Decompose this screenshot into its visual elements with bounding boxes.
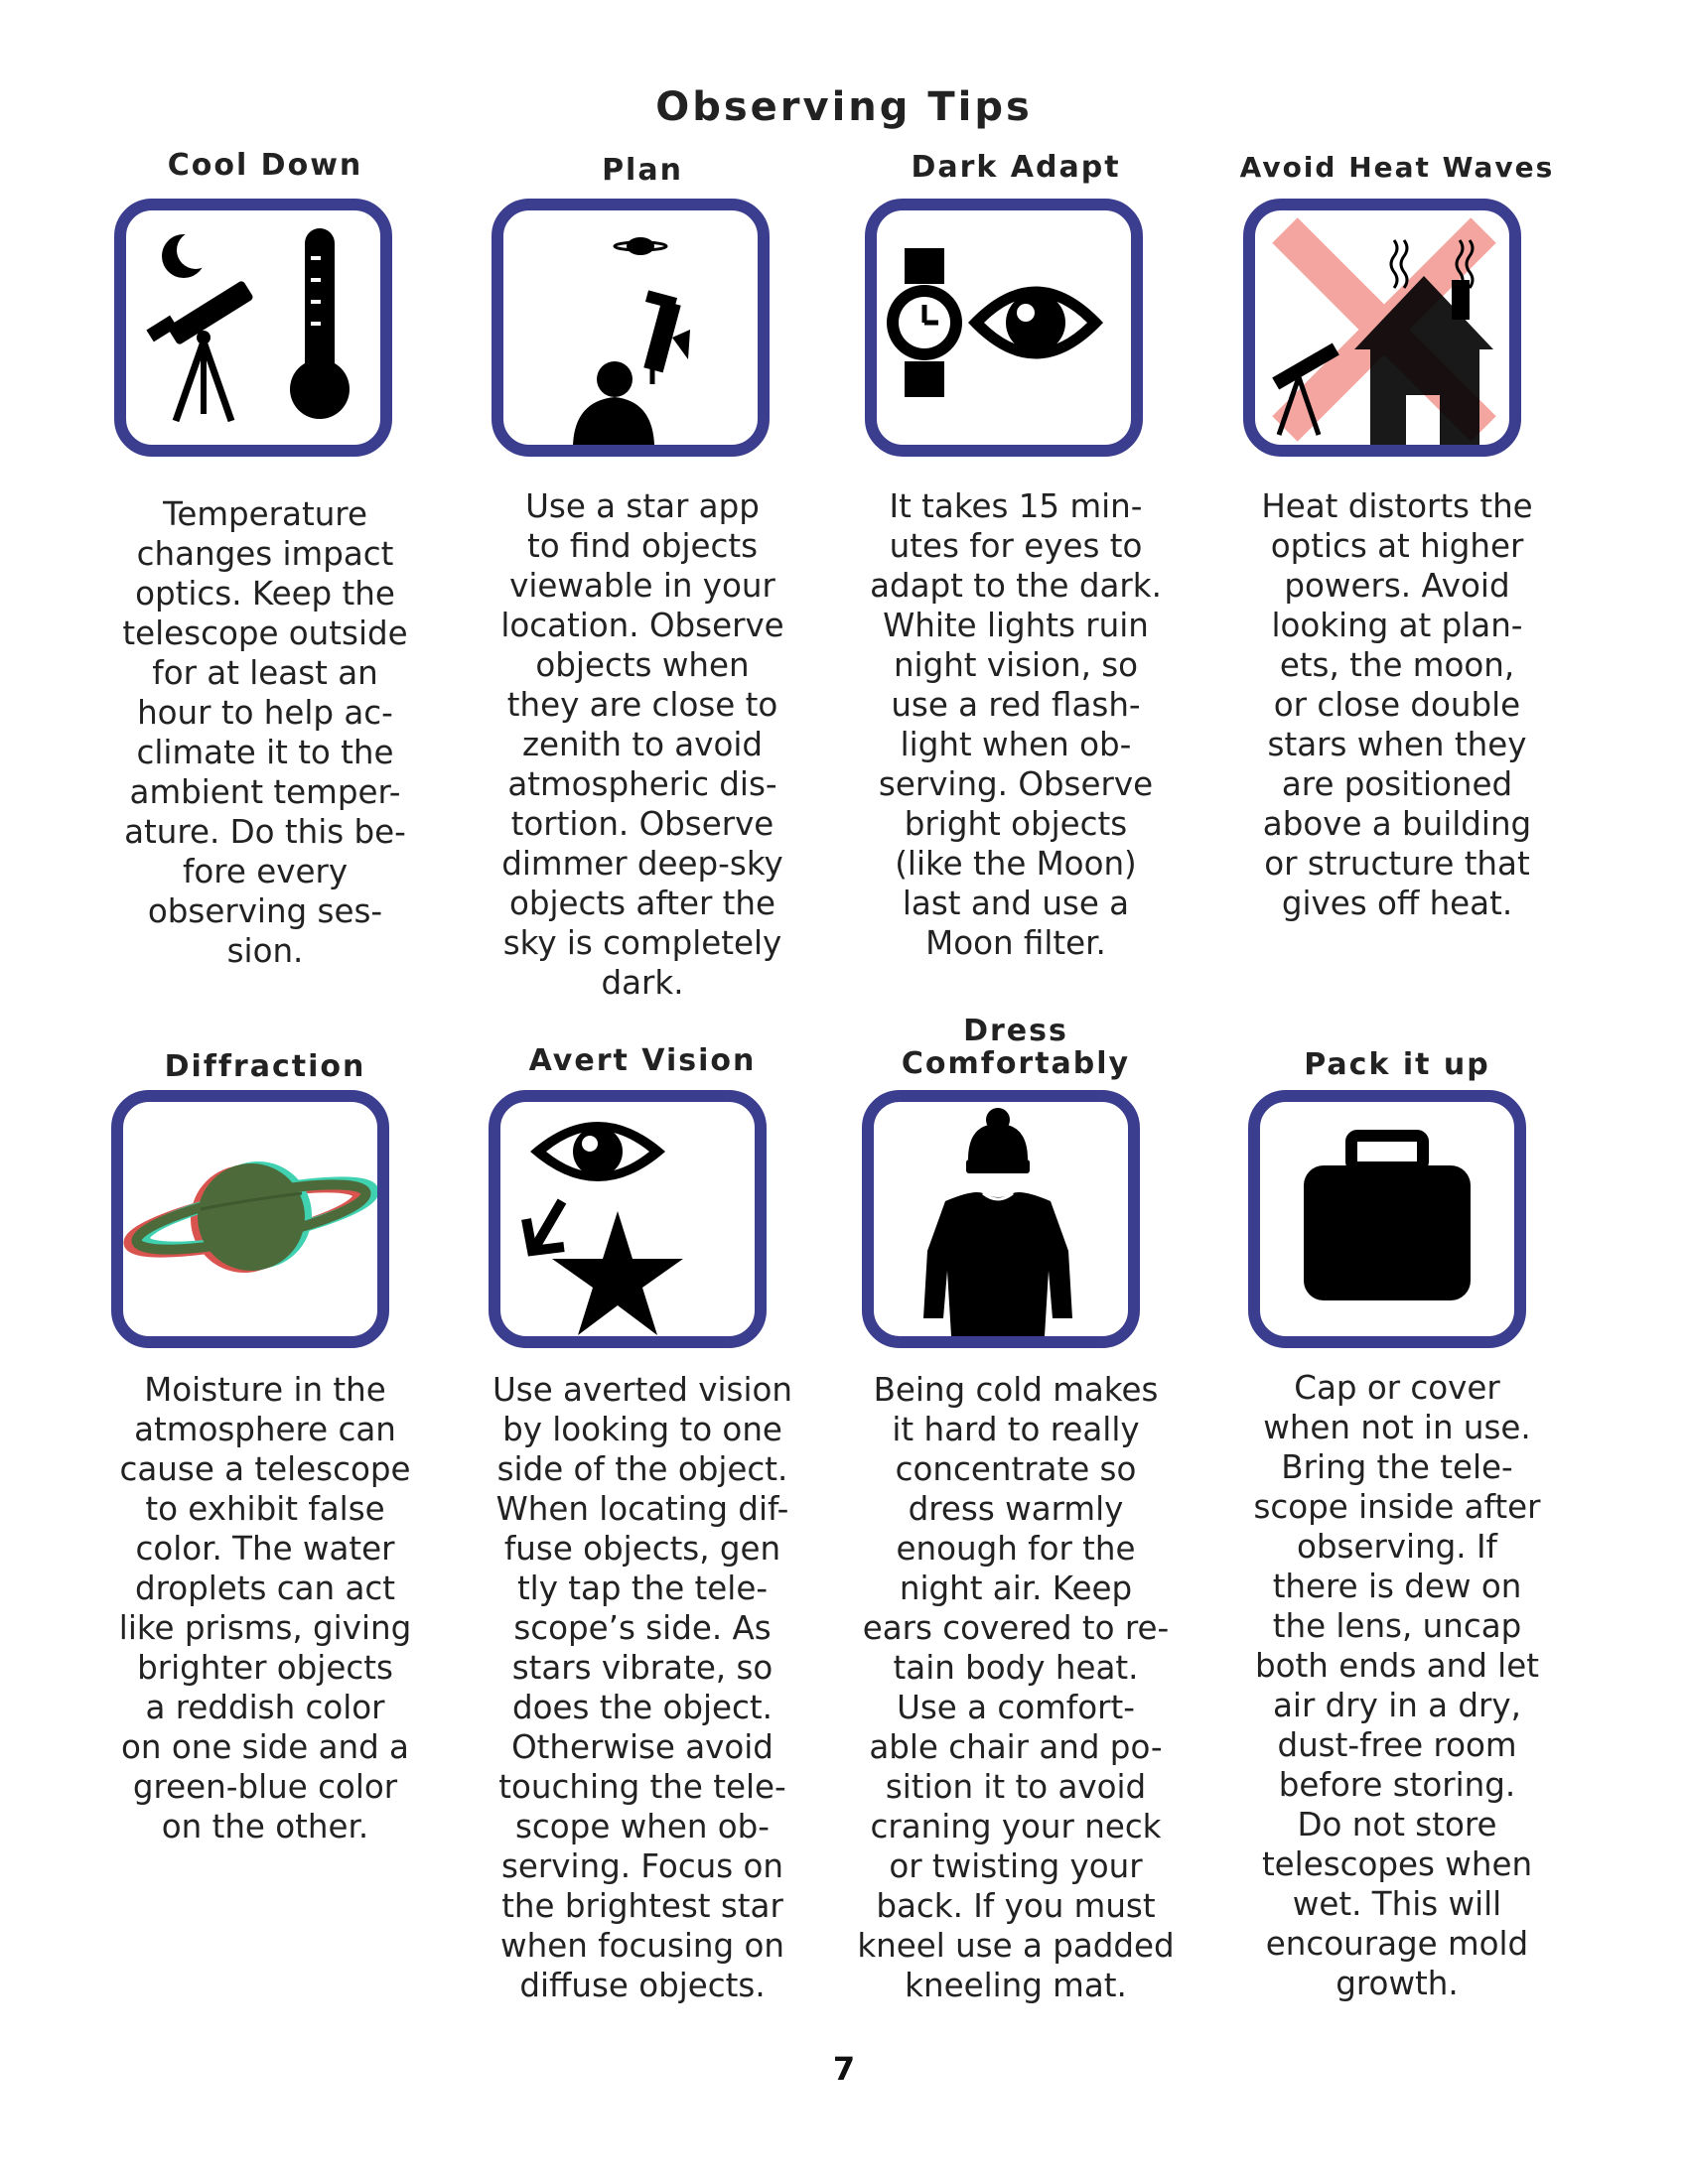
- tip-description: Use a star app to find objects viewable in your location. Observe objects when they are close to zenith to avoid atmospheric dis- tortion. Observe dimmer deep-sky objects after the sky is completely dark.: [500, 487, 784, 1002]
- saturn-diffraction-icon: [111, 1090, 389, 1348]
- tip-title: Avert Vision: [528, 1043, 757, 1078]
- case-icon: [1248, 1090, 1526, 1348]
- tip-title: Pack it up: [1304, 1047, 1490, 1082]
- telescope-moon-thermometer-icon: [114, 199, 392, 457]
- tip-title: Plan: [602, 153, 683, 188]
- eye-arrow-star-icon: [489, 1090, 767, 1348]
- person-telescope-planet-icon: [492, 199, 770, 457]
- page-title: Observing Tips: [655, 84, 1033, 130]
- tip-description: Use averted vision by looking to one side of the object. When locating dif- fuse objects, gen tly tap the tele- scope’s side. As stars vibrate, so does the object. Otherwise avoid touching the tele- scope when ob- serving. Focus on the brightest star when focusing on diffuse objects.: [492, 1371, 792, 2004]
- tip-title: Dark Adapt: [911, 150, 1121, 185]
- watch-eye-icon: [865, 199, 1143, 457]
- page-number: 7: [832, 2050, 856, 2088]
- heat-house-crossed-icon: [1243, 199, 1521, 457]
- tip-description: Moisture in the atmosphere can cause a telescope to exhibit false color. The water droplets can act like prisms, giving brighter objects a reddish color on one side and a green-blue color on the other.: [118, 1371, 412, 1845]
- tip-description: Temperature changes impact optics. Keep the telescope outside for at least an hour to help ac- climate it to the ambient temper- ature. Do this be- fore every observing ses- sion.: [122, 495, 408, 970]
- tip-description: Cap or cover when not in use. Bring the tele- scope inside after observing. If there is dew on the lens, uncap both ends and let air dry in a dry, dust-free room before storing. Do not store telescopes when wet. This will encourage mold growth.: [1253, 1369, 1541, 2002]
- tip-title: Avoid Heat Waves: [1239, 151, 1555, 184]
- hat-sweater-icon: [862, 1090, 1140, 1348]
- tip-description: Heat distorts the optics at higher powers. Avoid looking at plan- ets, the moon, or close double stars when they are positioned above a building or structure that gives off heat.: [1261, 487, 1533, 922]
- tip-description: Being cold makes it hard to really concentrate so dress warmly enough for the night air. Keep ears covered to re- tain body heat. Use a comfort- able chair and po- sition it to avoid craning your neck or twisting your back. If you must kneel use a padded kneeling mat.: [857, 1371, 1175, 2004]
- tip-title: Diffraction: [164, 1049, 366, 1084]
- tip-title: Cool Down: [167, 148, 363, 183]
- tip-title: Dress Comfortably: [901, 1014, 1131, 1081]
- tip-description: It takes 15 min- utes for eyes to adapt to the dark. White lights ruin night vision, so use a red flash- light when ob- serving. Observe bright objects (like the Moon) last and use a Moon filter.: [870, 487, 1162, 962]
